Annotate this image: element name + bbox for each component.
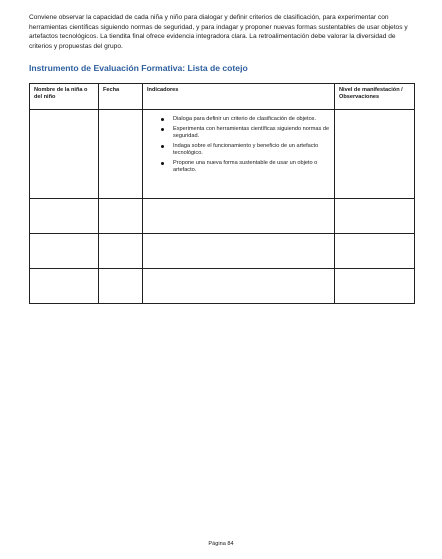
list-item <box>173 160 330 174</box>
cell-indicators <box>143 234 335 269</box>
list-item <box>173 116 330 123</box>
cell-name <box>30 110 99 199</box>
indicator-list <box>147 116 330 174</box>
table-row <box>30 199 415 234</box>
indicator-text: Propone una nueva forma sustentable de usar un objeto o artefacto. <box>173 160 318 173</box>
indicator-text: Indaga sobre el funcionamiento y beneficio de un artefacto tecnológico. <box>173 143 319 156</box>
cell-level <box>335 110 415 199</box>
cell-date <box>99 199 143 234</box>
cell-indicators <box>143 199 335 234</box>
table-header-row <box>30 84 415 110</box>
bullet-icon <box>161 118 164 121</box>
checklist-table <box>29 83 415 304</box>
cell-indicators <box>143 269 335 304</box>
bullet-icon <box>161 145 164 148</box>
bullet-icon <box>161 128 164 131</box>
cell-name <box>30 234 99 269</box>
header-level: Nivel de manifestación / Observaciones <box>335 84 415 110</box>
list-item <box>173 126 330 140</box>
section-title: Instrumento de Evaluación Formativa: Lista de cotejo <box>29 63 248 73</box>
table-row <box>30 269 415 304</box>
indicator-text: Experimenta con herramientas científicas siguiendo normas de seguridad. <box>173 126 330 139</box>
header-name: Nombre de la niña o del niño <box>30 84 99 110</box>
bullet-icon <box>161 162 164 165</box>
cell-name <box>30 269 99 304</box>
table-row <box>30 110 415 199</box>
header-date: Fecha <box>99 84 143 110</box>
cell-level <box>335 269 415 304</box>
indicator-text: Dialoga para definir un criterio de clasificación de objetos. <box>173 116 317 122</box>
cell-indicators <box>143 110 335 199</box>
intro-paragraph: Conviene observar la capacidad de cada niña y niño para dialogar y definir criterios de clasificación, para experimentar con herramientas científicas siguiendo normas de seguridad, y para indagar y proponer nuevas formas sustentables de usar objetos y artefactos tecnológicos. La tiendita final ofrece evidencia integradora clara. La retroalimentación debe valorar la diversidad de criterios y propuestas del grupo. <box>29 14 408 50</box>
cell-date <box>99 110 143 199</box>
cell-level <box>335 234 415 269</box>
page-number: Página 84 <box>208 541 234 547</box>
table-row <box>30 234 415 269</box>
list-item <box>173 143 330 157</box>
cell-date <box>99 269 143 304</box>
cell-name <box>30 199 99 234</box>
cell-date <box>99 234 143 269</box>
cell-level <box>335 199 415 234</box>
header-indicators: Indicadores <box>143 84 335 110</box>
